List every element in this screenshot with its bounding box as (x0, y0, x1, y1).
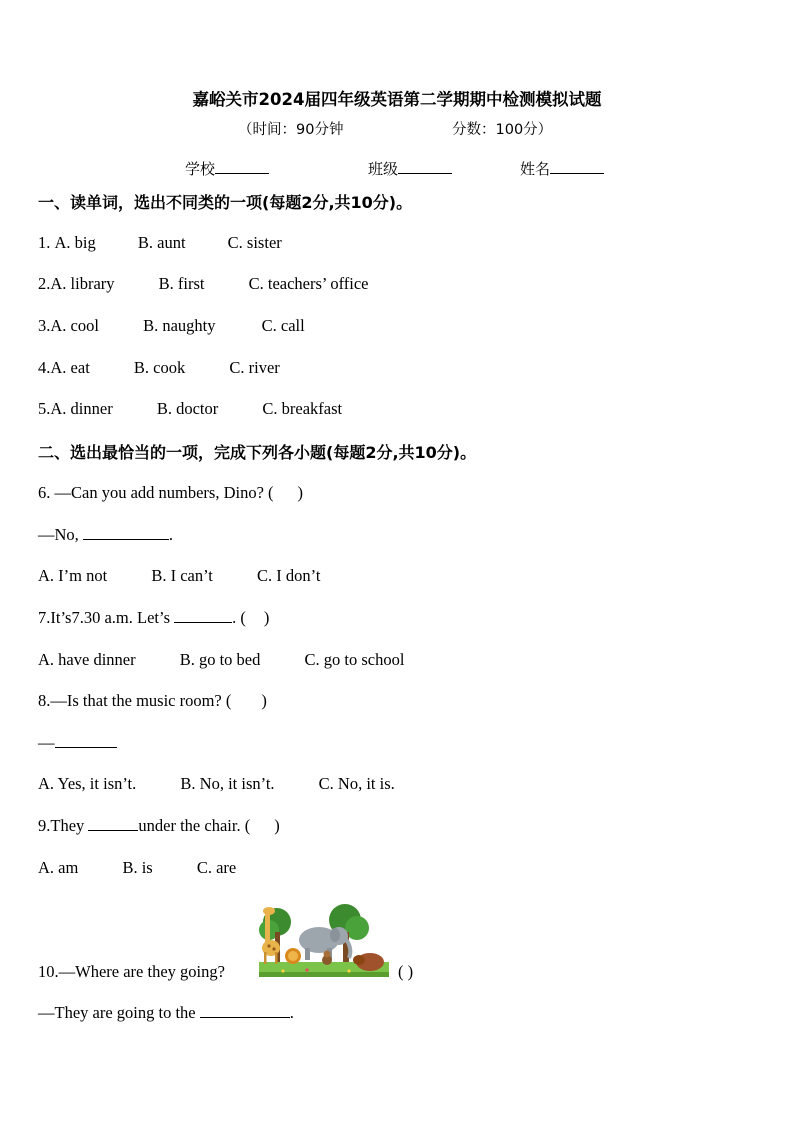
question-stem-rest: under the chair. ( (138, 816, 251, 835)
answer-end: . (168, 525, 174, 544)
question-7 (38, 608, 269, 628)
question-number: 3. (38, 316, 51, 335)
question-10-answer (38, 1003, 294, 1023)
option-c: C. teachers’ office (248, 274, 369, 293)
grass-edge (259, 972, 389, 977)
question-number: 4. (38, 358, 51, 377)
lion-face (288, 951, 298, 961)
answer-prefix: — (38, 733, 55, 752)
option-b: B. cook (133, 358, 186, 377)
option-b: B. doctor (156, 399, 219, 418)
class-label: 班级 (368, 160, 399, 178)
option-c: C. river (229, 358, 280, 377)
question-6-answer (38, 525, 173, 545)
school-field (185, 158, 269, 179)
question-8 (38, 691, 267, 711)
question-5 (38, 399, 342, 419)
answer-prefix: —No, (38, 525, 83, 544)
paren-close: ) (274, 816, 280, 835)
giraffe-leg (275, 952, 278, 964)
giraffe-spot (267, 944, 270, 947)
question-7-options (38, 650, 404, 670)
giraffe-neck (265, 912, 270, 942)
question-stem: 10.—Where are they going? (38, 962, 225, 981)
answer-blank[interactable] (200, 1003, 290, 1018)
question-9-options (38, 858, 236, 878)
option-a: A. am (38, 858, 79, 877)
question-stem: 6. —Can you add numbers, Dino? ( (38, 483, 274, 502)
option-a: A. eat (50, 358, 90, 377)
paren-close: ) (297, 483, 304, 502)
answer-end: . (289, 1003, 294, 1022)
question-9 (38, 816, 280, 836)
option-b: B. go to bed (179, 650, 261, 669)
elephant-leg (305, 948, 310, 960)
option-c: C. I don’t (257, 566, 321, 585)
giraffe-head (263, 907, 275, 915)
option-c: C. sister (227, 233, 282, 252)
question-8-answer (38, 733, 117, 753)
question-6-options (38, 566, 320, 586)
school-blank[interactable] (215, 158, 269, 174)
answer-prefix: —They are going to the (38, 1003, 200, 1022)
option-a: A. I’m not (38, 566, 108, 585)
hippo-head (353, 955, 365, 965)
flower (305, 968, 308, 971)
section2-heading: 二、选出最恰当的一项，完成下列各小题(每题2分,共10分)。 (38, 443, 477, 462)
question-10 (38, 962, 225, 982)
option-c: C. call (261, 316, 305, 335)
name-field (520, 158, 604, 179)
question-stem: 8.—Is that the music room? ( (38, 691, 232, 710)
option-c: C. go to school (304, 650, 405, 669)
name-blank[interactable] (550, 158, 604, 174)
question-stem: 7.It’s7.30 a.m. Let’s (38, 608, 175, 627)
option-b: B. naughty (143, 316, 216, 335)
option-a: A. have dinner (38, 650, 136, 669)
question-number: 5. (38, 399, 51, 418)
question-number: 1. (38, 233, 55, 252)
class-field (368, 158, 452, 179)
question-8-options (38, 774, 395, 794)
option-b: B. I can’t (151, 566, 213, 585)
answer-end: . ( (232, 608, 246, 627)
option-a: A. big (54, 233, 96, 252)
question-number: 2. (38, 274, 51, 293)
answer-paren[interactable]: ( ) (398, 962, 414, 981)
question-stem: 9.They (38, 816, 89, 835)
option-a: A. library (50, 274, 115, 293)
option-b: B. first (158, 274, 205, 293)
question-6 (38, 483, 303, 503)
section1-heading: 一、读单词，选出不同类的一项(每题2分,共10分)。 (38, 193, 413, 212)
time-info: （时间：90分钟 (238, 122, 344, 138)
school-label: 学校 (185, 160, 216, 178)
giraffe-spot (272, 947, 275, 950)
class-blank[interactable] (398, 158, 452, 174)
option-c: C. breakfast (262, 399, 343, 418)
elephant-ear (330, 928, 340, 942)
paren-close: ) (263, 608, 270, 627)
question-1 (38, 233, 282, 253)
question-3 (38, 316, 305, 336)
question-2 (38, 274, 369, 294)
page-title: 嘉峪关市2024届四年级英语第二学期期中检测模拟试题 (192, 90, 602, 109)
question-4 (38, 358, 280, 378)
score-info: 分数：100分） (452, 122, 553, 138)
answer-blank[interactable] (174, 608, 232, 623)
option-a: A. dinner (50, 399, 113, 418)
giraffe-leg (264, 952, 267, 964)
option-a: A. Yes, it isn’t. (38, 774, 137, 793)
option-b: B. aunt (137, 233, 186, 252)
zoo-animals-icon (257, 902, 391, 978)
answer-blank[interactable] (88, 816, 138, 831)
flower (347, 969, 350, 972)
option-a: A. cool (50, 316, 99, 335)
answer-blank[interactable] (83, 525, 169, 540)
answer-blank[interactable] (55, 733, 117, 748)
paren-close: ) (261, 691, 267, 710)
name-label: 姓名 (520, 160, 551, 178)
option-c: C. are (196, 858, 237, 877)
option-b: B. is (122, 858, 153, 877)
monkey-head (324, 951, 331, 958)
flower (281, 969, 284, 972)
option-b: B. No, it isn’t. (180, 774, 275, 793)
option-c: C. No, it is. (318, 774, 395, 793)
